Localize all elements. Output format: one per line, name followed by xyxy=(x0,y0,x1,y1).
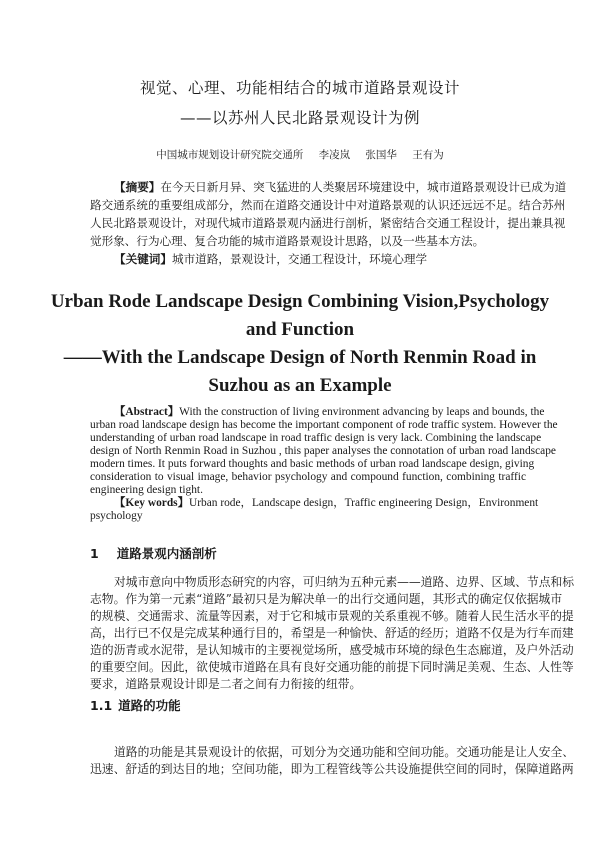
keywords-line xyxy=(114,250,526,268)
body-line: 高，出行已不仅是完成某种通行目的，希望是一种愉快、舒适的经历；道路不仅是为行车而建 xyxy=(90,626,574,640)
institution: 中国城市规划设计研究院交通所 xyxy=(156,149,304,161)
body-line: 对城市意向中物质形态研究的内容，可归纳为五种元素——道路、边界、区域、节点和标 xyxy=(114,575,575,589)
section-title: 道路景观内涵剖析 xyxy=(116,546,217,561)
author-name: 李凌岚 xyxy=(318,149,351,161)
subsection-heading xyxy=(90,698,181,714)
abstract-label: 【摘要】 xyxy=(114,180,161,194)
section-heading xyxy=(90,546,217,562)
abstract-line: understanding of urban road landscape in road traffic design is very lack. Combining the landscape xyxy=(90,432,542,444)
author-name: 张国华 xyxy=(365,149,397,161)
body-line: 道路的功能是其景观设计的依据，可划分为交通功能和空间功能。交通功能是让人安全、 xyxy=(114,745,575,759)
body-line: 造的沥青或水泥带，是认知城市的主要视觉场所，感受城市环境的绿色生态廊道，及户外活动 xyxy=(90,643,574,657)
section-number: 1.1 xyxy=(90,698,113,713)
body-line: 迅速、舒适的到达目的地；空间功能，即为工程管线等公共设施提供空间的同时，保障道路两 xyxy=(90,762,574,776)
abstract-label: 【Abstract】 xyxy=(114,406,180,418)
title-line: Urban Rode Landscape Design Combining Vision,Psychology xyxy=(50,291,550,312)
section-number: 1 xyxy=(90,546,99,561)
abstract-line xyxy=(114,406,545,419)
english-title xyxy=(0,288,600,400)
keywords-text: 城市道路，景观设计，交通工程设计，环境心理学 xyxy=(171,252,428,266)
keywords-line xyxy=(114,497,539,510)
abstract-line: design of North Renmin Road in Suzhou , this paper analyses the connotation of urban road landscape xyxy=(90,445,556,457)
abstract-line: modern times. It puts forward thoughts and basic methods of urban road landscape design, giving xyxy=(90,458,535,470)
abstract-line: 人民北路景观设计，对现代城市道路景观内涵进行剖析，紧密结合交通工程设计，提出兼具视 xyxy=(90,216,566,230)
keywords-label: 【Key words】 xyxy=(114,497,189,509)
abstract-line xyxy=(114,178,567,196)
title-line: and Function xyxy=(245,319,355,340)
keywords-label: 【关键词】 xyxy=(114,252,172,266)
body-line: 的规模、交通需求、流量等因素，对于它和城市景观的关系重视不够。随着人民生活水平的提 xyxy=(90,609,574,623)
abstract-line: consideration to visual image, behavior psychology and compound function, combining traffic xyxy=(90,471,526,483)
body-line: 的重要空间。因此，欲使城市道路在具有良好交通功能的前提下同时满足美观、生态、人性等 xyxy=(90,660,574,674)
chinese-title: 视觉、心理、功能相结合的城市道路景观设计 xyxy=(139,79,460,97)
abstract-line: 路交通系统的重要组成部分，然而在道路交通设计中对道路景观的认识还远远不足。结合苏州 xyxy=(90,198,566,212)
keywords-text: Urban rode，Landscape design，Traffic engineering Design，Environment xyxy=(189,497,539,509)
section-title: 道路的功能 xyxy=(118,698,181,713)
title-line: Suzhou as an Example xyxy=(208,375,392,396)
abstract-line: 觉形象、行为心理、复合功能的城市道路景观设计思路，以及一些基本方法。 xyxy=(90,234,485,248)
authors-line xyxy=(0,148,600,162)
body-line: 要求，道路景观设计即是二者之间有力衔接的纽带。 xyxy=(90,677,362,691)
abstract-line: urban road landscape design has become the important component of rode traffic system. However the xyxy=(90,419,558,431)
abstract-line: engineering design tight. xyxy=(90,484,203,496)
chinese-subtitle: ——以苏州人民北路景观设计为例 xyxy=(179,109,420,127)
title-line: ——With the Landscape Design of North Renmin Road in xyxy=(63,347,537,368)
body-line: 志物。作为第一元素“道路”最初只是为解决单一的出行交通问题，其形式的确定仅依据城市 xyxy=(90,592,563,606)
keywords-line: psychology xyxy=(90,510,143,522)
author-name: 王有为 xyxy=(412,149,444,161)
abstract-text: 在今天日新月异、突飞猛进的人类聚居环境建设中，城市道路景观设计已成为道 xyxy=(160,180,567,194)
abstract-text: With the construction of living environment advancing by leaps and bounds, the xyxy=(179,406,545,418)
